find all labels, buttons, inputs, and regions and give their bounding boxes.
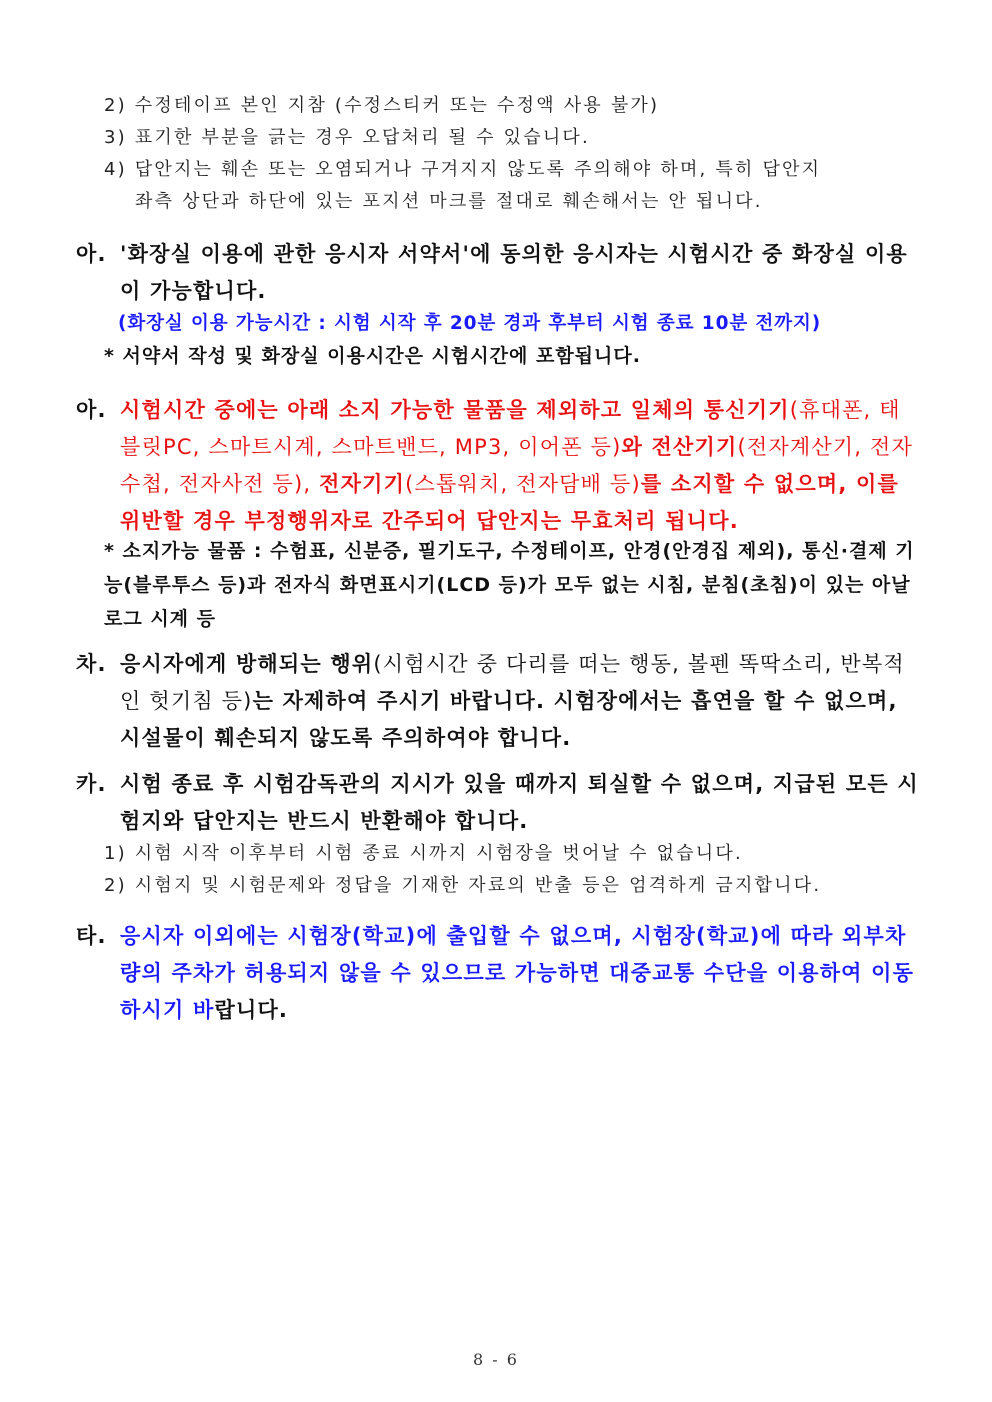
list-item: 2) 시험지 및 시험문제와 정답을 기재한 자료의 반출 등은 엄격하게 금지합니다. (104, 875, 822, 896)
list-item: 2) 수정테이프 본인 지참 (수정스티커 또는 수정액 사용 불가) (104, 95, 660, 116)
section-text: 시험시간 중에는 아래 소지 가능한 물품을 제외하고 일체의 통신기기(휴대폰, 태블릿PC, 스마트시계, 스마트밴드, MP3, 이어폰 등)와 전산기기(전자계산기, 전자수첩, 전자사전 등), 전자기기(스톱워치, 전자담배 등)를 소지할 수 없으며, 이를 위반할 경우 부정행위자로 간주되어 답안지는 무효처리 됩니다. (120, 398, 914, 533)
section-text: 응시자에게 방해되는 행위(시험시간 중 다리를 떠는 행동, 볼펜 똑딱소리, 반복적인 헛기침 등)는 자제하여 주시기 바랍니다. 시험장에서는 흡연을 할 수 없으며, 시설물이 훼손되지 않도록 주의하여야 합니다. (120, 652, 905, 750)
list-item: 4) 답안지는 훼손 또는 오염되거나 구겨지지 않도록 주의해야 하며, 특히 답안지 (104, 159, 822, 180)
section-text: 응시자 이외에는 시험장(학교)에 출입할 수 없으며, 시험장(학교)에 따라 외부차량의 주차가 허용되지 않을 수 있으므로 가능하면 대중교통 수단을 이용하여 이동하시기 바랍니다. (120, 924, 915, 1022)
section-entry (76, 918, 922, 1029)
list-item-continuation: 좌측 상단과 하단에 있는 포지션 마크를 절대로 훼손해서는 안 됩니다. (135, 191, 763, 212)
list-item: 1) 시험 시작 이후부터 시험 종료 시까지 시험장을 벗어날 수 없습니다. (104, 843, 743, 864)
devices-star-note: * 소지가능 물품 : 수험표, 신분증, 필기도구, 수정테이프, 안경(안경집 제외), 통신·결제 기능(블루투스 등)과 전자식 화면표시기(LCD 등)가 모두 없는 시침, 분침(초침)이 있는 아날로그 시계 등 (104, 540, 915, 630)
section-behavior (76, 646, 922, 757)
section-exam-end (76, 766, 922, 840)
toilet-time-note: (화장실 이용 가능시간 : 시험 시작 후 20분 경과 후부터 시험 종료 10분 전까지) (118, 313, 822, 334)
page-number: 8 - 6 (473, 1350, 519, 1369)
section-devices (76, 392, 922, 540)
section-marker: 아. (76, 398, 107, 422)
toilet-star-note: * 서약서 작성 및 화장실 이용시간은 시험시간에 포함됩니다. (104, 345, 641, 367)
section-text: '화장실 이용에 관한 응시자 서약서'에 동의한 응시자는 시험시간 중 화장실 이용이 가능합니다. (120, 242, 908, 303)
section-marker: 차. (76, 652, 107, 676)
section-marker: 카. (76, 772, 107, 796)
section-text: 시험 종료 후 시험감독관의 지시가 있을 때까지 퇴실할 수 없으며, 지급된 모든 시험지와 답안지는 반드시 반환해야 합니다. (120, 772, 919, 833)
section-toilet (76, 236, 922, 310)
section-marker: 타. (76, 924, 107, 948)
section-marker: 아. (76, 242, 107, 266)
list-item: 3) 표기한 부분을 긁는 경우 오답처리 될 수 있습니다. (104, 127, 590, 148)
